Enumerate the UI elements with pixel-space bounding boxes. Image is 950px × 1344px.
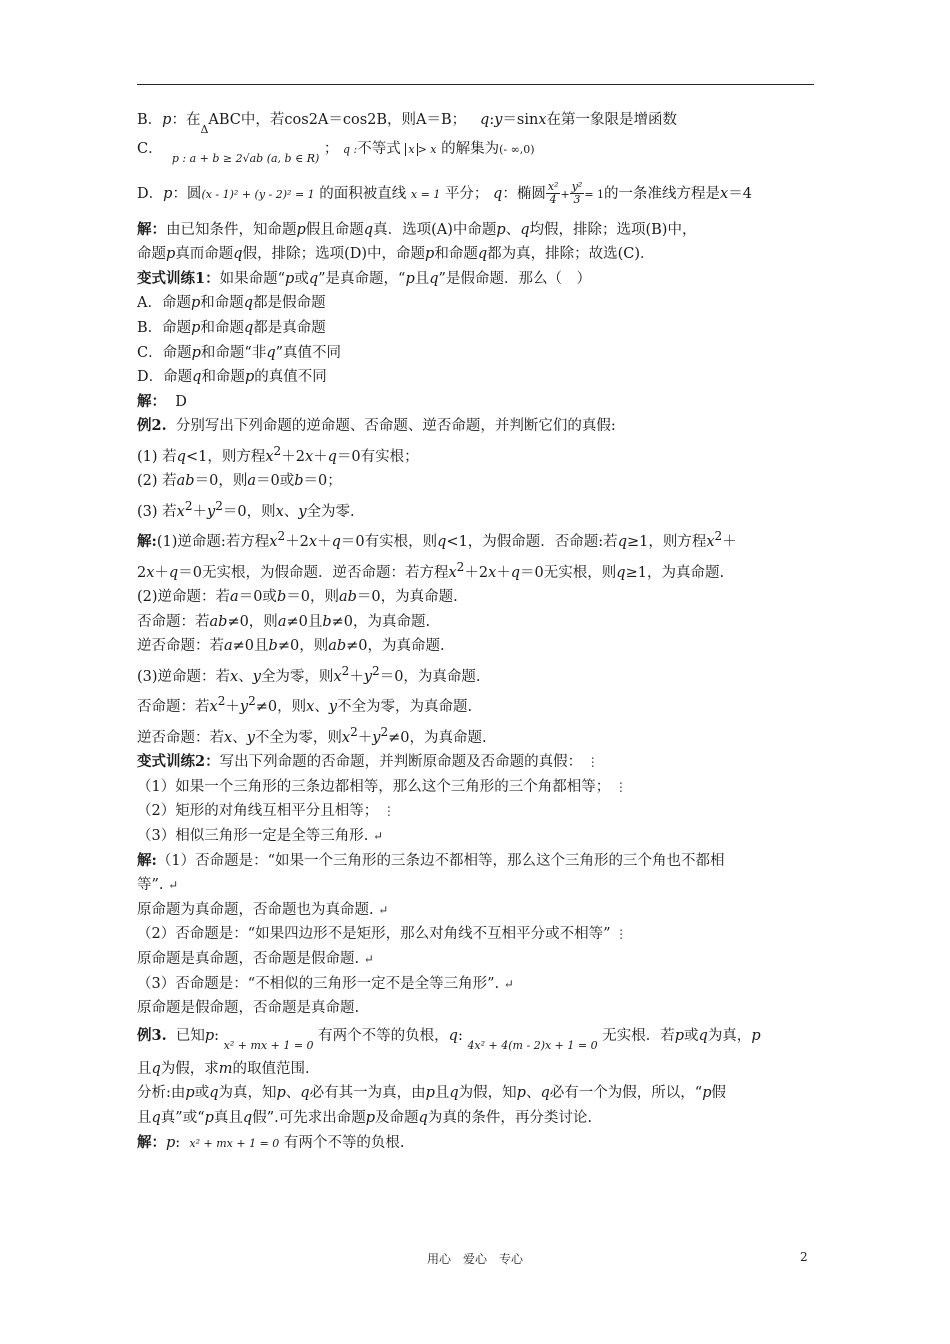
example-2-solution-4: 否命题：若ab≠0，则a≠0且b≠0，为真命题. [137, 613, 431, 630]
exercise-2-answer-3: （3）否命题是：“不相似的三角形一定不是全等三角形”. ↵ [137, 975, 514, 992]
solution-1-line-2: 命题p真而命题q假，排除；选项(D)中，命题p和命题q都为真，排除；故选(C)． [137, 246, 655, 263]
option-d: D．p：圆(x - 1)² + (y - 2)² = 1 的面积被直线 x = 1 平分； q：椭圆 $\frac{\text{x²}}{4}$ + $\frac{\text{y²}}{3}$ = 1的一条准线方程是x＝4 [137, 180, 752, 207]
solution-1-line-1: 解：由已知条件，知命题p假且命题q真．选项(A)中命题p、q均假，排除；选项(B)中， [137, 220, 697, 238]
document-body [137, 108, 817, 1156]
exercise-1: 变式训练1：如果命题“p或q”是真命题，“p且q”是假命题．那么（ ） [137, 269, 591, 287]
formula-q: 4x² + 4(m - 2)x + 1 = 0 [467, 1038, 598, 1052]
formula-c-p: p : a + b ≥ 2√ab (a, b ∈ R) [171, 151, 320, 165]
exercise-2-item-1: （1）如果一个三角形的三条边都相等，那么这个三角形的三个角都相等； ⋮ [137, 778, 627, 795]
example-2-title: 例2. 分别写出下列命题的逆命题、否命题、逆否命题，并判断它们的真假: [137, 417, 616, 435]
example-3-title: 例3. 已知p: $_{x^2 + mx + 1 = 0}$ 有两个不等的负根，q: $_{4x^2 + 4(m - 2)x + 1 = 0}$ 无实根．若p或q为真，p [137, 1026, 761, 1052]
line-mark-icon: ⋮ [586, 755, 599, 770]
header-rule [137, 84, 814, 85]
example-2-solution-5: 逆否命题：若a≠0且b≠0，则ab≠0，为真命题. [137, 638, 445, 655]
exercise-1-option-a: A．命题p和命题q都是假命题 [137, 295, 326, 312]
fraction-y: $\frac{\text{y²}}{3}$ [571, 180, 583, 207]
exercise-1-option-d: D．命题q和命题p的真值不同 [137, 369, 327, 386]
page-footer: 用心 爱心 专心 [426, 1252, 523, 1266]
exercise-2-answer-2b: 原命题是真命题，否命题是假命题. ↵ [137, 951, 374, 968]
return-mark-icon: ↵ [378, 902, 389, 917]
line-mark-icon: ⋮ [382, 804, 395, 819]
line-mark-icon: ⋮ [614, 779, 627, 794]
exercise-2-answer-2: （2）否命题是：“如果四边形不是矩形，那么对角线不互相平分或不相等” ⋮ [137, 926, 628, 943]
exercise-2-title: 变式训练2：写出下列命题的否命题，并判断原命题及否命题的真假： ⋮ [137, 753, 599, 771]
return-mark-icon: ↵ [372, 829, 384, 844]
exercise-2-answer-1: 解:（1）否命题是：“如果一个三角形的三条边不都相等，那么这个三角形的三个角也不都相 [137, 851, 725, 869]
return-mark-icon: ↵ [168, 878, 179, 893]
exercise-1-answer: 解： D [137, 392, 187, 410]
option-c: C． $_{p : a + b \ge 2√ab (a, b \in R)}$ ； q :不等式 x > x 的解集为(- ∞,0) [137, 140, 535, 165]
formula-p: x² + mx + 1 = 0 [223, 1038, 314, 1052]
analysis-line-1: 分析:由p或q为真，知p、q必有其一为真，由p且q为假，知p、q必有一个为假，所以，“p假 [137, 1085, 726, 1102]
formula-circle: (x - 1)² + (y - 2)² = 1 [201, 187, 315, 201]
formula-p-solution: x² + mx + 1 = 0 [189, 1136, 280, 1150]
example-2-item-3: (3) 若$x^2+y^2=0$，则x、y全为零. [137, 498, 355, 520]
example-3-solution: 解：p: x² + mx + 1 = 0 有两个不等的负根. [137, 1133, 405, 1151]
interval: (- ∞,0) [499, 142, 535, 156]
exercise-2-item-2: （2）矩形的对角线互相平分且相等； ⋮ [137, 803, 395, 820]
example-2-solution-8: 逆否命题：若x、y不全为零，则$x^2+y^2\ne 0$，为真命题. [137, 724, 487, 746]
exercise-1-option-b: B．命题p和命题q都是真命题 [137, 319, 326, 336]
example-2-solution-3: (2)逆命题：若a＝0或b＝0，则ab＝0，为真命题. [137, 589, 458, 606]
exercise-2-answer-1b: 等”. ↵ [137, 877, 179, 894]
page-number: 2 [800, 1250, 808, 1264]
fraction-x: $\frac{\text{x²}}{4}$ [547, 180, 559, 207]
exercise-2-item-3: （3）相似三角形一定是全等三角形. ↵ [137, 828, 384, 845]
example-3-title-2: 且q为假，求m的取值范围. [137, 1060, 310, 1077]
example-2-item-1: (1) 若q<1，则方程$x^2+2x+q=0$有实根； [137, 443, 419, 465]
exercise-2-answer-1c: 原命题为真命题，否命题也为真命题. ↵ [137, 901, 389, 918]
return-mark-icon: ↵ [363, 952, 374, 967]
abs-x: x [405, 143, 417, 156]
exercise-1-option-c: C．命题p和命题“非q”真值不同 [137, 344, 342, 361]
example-2-item-2: (2) 若ab＝0，则a＝0或b＝0； [137, 473, 342, 490]
option-b: B．p：在$_\Delta$ABC中，若cos2A＝cos2B，则A＝B； q:y＝sinx在第一象限是增函数 [137, 112, 678, 134]
line-mark-icon: ⋮ [615, 927, 628, 942]
example-2-solution-1: 解:(1)逆命题:若方程$x^2+2x+q=0$有实根，则q<1，为假命题．否命题:若q≥1，则方程$x^2+$ [137, 529, 737, 551]
return-mark-icon: ↵ [503, 976, 514, 991]
example-2-solution-6: (3)逆命题：若x、y全为零，则$x^2+y^2=0$，为真命题. [137, 664, 481, 685]
example-2-solution-7: 否命题：若$x^2+y^2\ne 0$，则x、y不全为零，为真命题. [137, 694, 473, 716]
example-2-solution-2: 2x＋q＝0无实根，为假命题．逆否命题：若方程$x^2+2x+q=0$无实根，则q≥1，为真命题. [137, 559, 725, 581]
exercise-2-answer-3b: 原命题是假命题，否命题是真命题. [137, 1000, 360, 1017]
analysis-line-2: 且q真”或“p真且q假”.可先求出命题p及命题q为真的条件，再分类讨论. [137, 1109, 592, 1126]
